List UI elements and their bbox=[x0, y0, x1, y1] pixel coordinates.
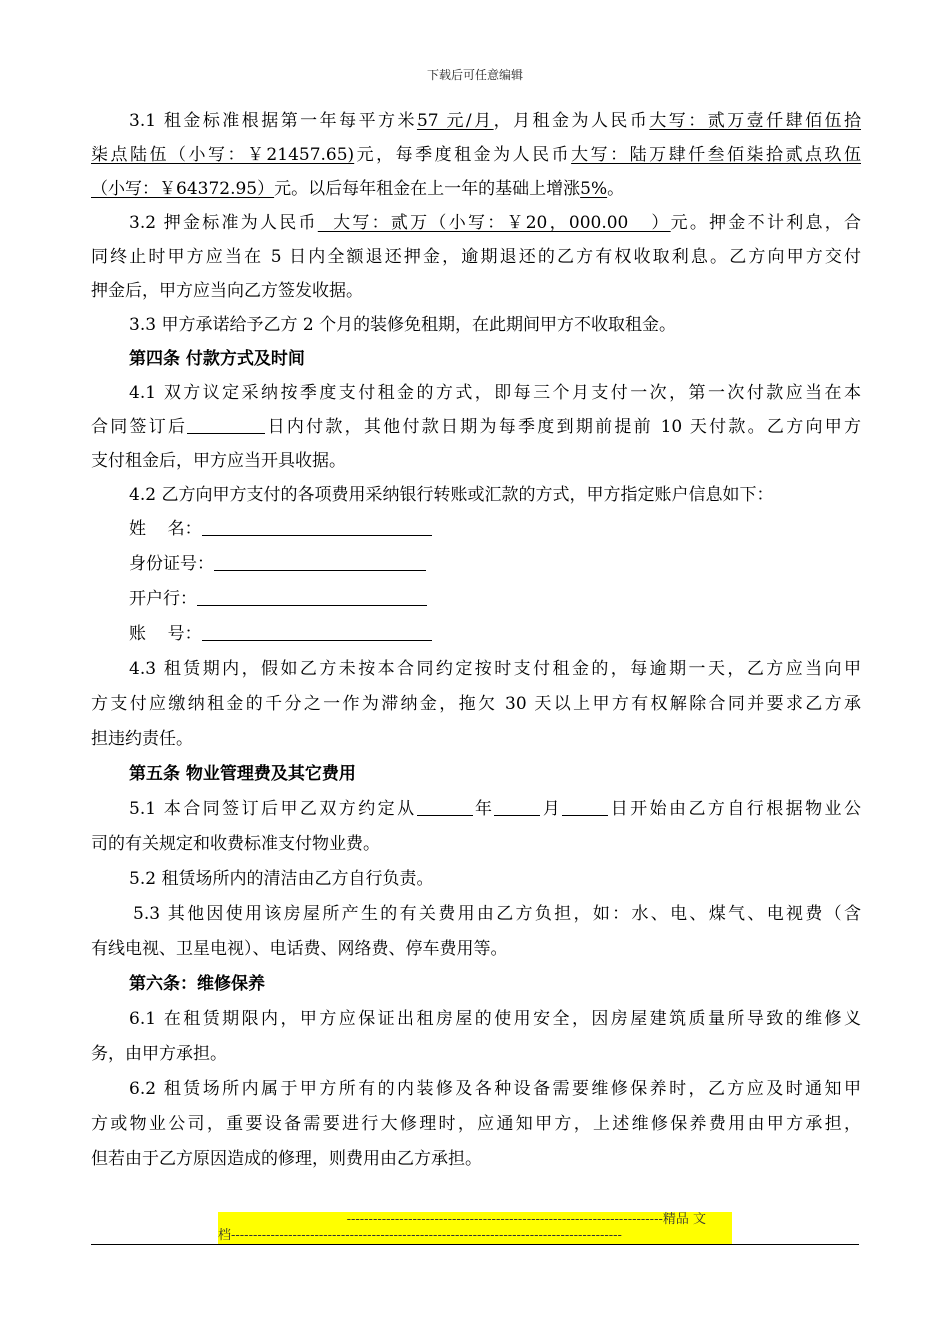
clause-6-2-line-3: 但若由于乙方原因造成的修理，则费用由乙方承担。 bbox=[91, 1149, 482, 1169]
field-bank bbox=[91, 582, 861, 617]
clause-3-1-line-3: （小写：￥64372.95）元。以后每年租金在上一年的基础上增涨5%。 bbox=[91, 179, 625, 199]
clause-4-2: 4.2 乙方向甲方支付的各项费用采纳银行转账或汇款的方式，甲方指定账户信息如下： bbox=[129, 485, 774, 505]
monthly-rent-figure: 柒点陆伍（小写：￥21457.65) bbox=[91, 145, 355, 165]
clause-3-3: 3.3 甲方承诺给予乙方 2 个月的装修免租期，在此期间甲方不收取租金。 bbox=[129, 315, 677, 335]
clause-5-3-line-2: 有线电视、卫星电视）、电话费、网络费、停车费用等。 bbox=[91, 939, 508, 959]
document-body bbox=[91, 104, 861, 1177]
section-4-title: 第四条 付款方式及时间 bbox=[129, 349, 305, 369]
clause-6-1-line-2: 务，由甲方承担。 bbox=[91, 1044, 227, 1064]
footer-divider bbox=[91, 1244, 859, 1245]
footer-line-2: 档----------------------------------------------------------------------------------------- bbox=[218, 1228, 622, 1243]
footer-watermark bbox=[218, 1212, 732, 1244]
footer-line-1: ------------------------------------------------------------------------精品 文 bbox=[346, 1212, 706, 1227]
field-account bbox=[91, 617, 861, 652]
clause-4-1-line-1: 4.1 双方议定采纳按季度支付租金的方式，即每三个月支付一次，第一次付款应当在本 bbox=[129, 383, 861, 403]
clause-3-2-line-3: 押金后，甲方应当向乙方签发收据。 bbox=[91, 281, 363, 301]
clause-5-1-line-1: 5.1 本合同签订后甲乙双方约定从 年 月 日开始由乙方自行根据物业公 bbox=[91, 792, 861, 827]
clause-4-1-line-2: 合同签订后 日内付款，其他付款日期为每季度到期前提前 10 天付款。乙方向甲方 bbox=[91, 410, 861, 444]
page-header: 下载后可任意编辑 bbox=[426, 68, 523, 82]
field-id bbox=[91, 547, 861, 582]
days-blank[interactable] bbox=[187, 413, 265, 434]
quarterly-rent-figure: （小写：￥64372.95） bbox=[91, 179, 275, 199]
field-id-label: 身份证号： bbox=[129, 554, 214, 574]
clause-3-2-line-1: 3.2 押金标准为人民币 大写：贰万（小写：￥20，000.00 ）元。押金不计利息，合 bbox=[129, 213, 861, 233]
field-name-label: 姓 名： bbox=[129, 519, 202, 539]
bank-blank[interactable] bbox=[197, 585, 427, 606]
clause-6-2-line-1: 6.2 租赁场所内属于甲方所有的内装修及各种设备需要维修保养时，乙方应及时通知甲 bbox=[129, 1079, 861, 1099]
id-blank[interactable] bbox=[214, 550, 426, 571]
clause-3-2-line-2: 同终止时甲方应当在 5 日内全额退还押金，逾期退还的乙方有权收取利息。乙方向甲方交付 bbox=[91, 247, 861, 267]
field-name bbox=[91, 512, 861, 547]
month-blank[interactable] bbox=[494, 795, 540, 816]
clause-5-1-line-2: 司的有关规定和收费标准支付物业费。 bbox=[91, 834, 380, 854]
annual-increase: 5% bbox=[580, 179, 608, 199]
clause-5-2: 5.2 租赁场所内的清洁由乙方自行负责。 bbox=[129, 869, 434, 889]
clause-4-1-line-3: 支付租金后，甲方应当开具收据。 bbox=[91, 451, 346, 471]
field-account-label: 账 号： bbox=[129, 624, 202, 644]
clause-4-3-line-1: 4.3 租赁期内，假如乙方未按本合同约定按时支付租金的，每逾期一天，乙方应当向甲 bbox=[129, 659, 861, 679]
day-blank[interactable] bbox=[562, 795, 608, 816]
clause-4-3-line-3: 担违约责任。 bbox=[91, 729, 193, 749]
rent-rate: 57 元/月 bbox=[416, 111, 494, 131]
quarterly-rent-words: 大写：陆万肆仟叁佰柒拾贰点玖伍 bbox=[571, 145, 861, 165]
section-6-title: 第六条：维修保养 bbox=[129, 974, 265, 994]
clause-6-2-line-2: 方或物业公司，重要设备需要进行大修理时，应通知甲方，上述维修保养费用由甲方承担， bbox=[91, 1114, 861, 1134]
clause-6-1-line-1: 6.1 在租赁期限内，甲方应保证出租房屋的使用安全，因房屋建筑质量所导致的维修义 bbox=[129, 1009, 861, 1029]
account-blank[interactable] bbox=[202, 620, 432, 641]
name-blank[interactable] bbox=[202, 515, 432, 536]
section-5-title: 第五条 物业管理费及其它费用 bbox=[129, 764, 356, 784]
clause-3-1-line-1: 3.1 租金标准根据第一年每平方米57 元/月，月租金为人民币大写：贰万壹仟肆佰伍拾 bbox=[129, 111, 861, 131]
year-blank[interactable] bbox=[417, 795, 473, 816]
field-bank-label: 开户行： bbox=[129, 589, 197, 609]
clause-3-1-line-2: 柒点陆伍（小写：￥21457.65)元，每季度租金为人民币大写：陆万肆仟叁佰柒拾贰点玖伍 bbox=[91, 145, 861, 165]
clause-4-3-line-2: 方支付应缴纳租金的千分之一作为滞纳金，拖欠 30 天以上甲方有权解除合同并要求乙方承 bbox=[91, 694, 861, 714]
deposit-amount: 大写：贰万（小写：￥20，000.00 ） bbox=[317, 213, 671, 233]
monthly-rent-words: 大写：贰万壹仟肆佰伍拾 bbox=[649, 111, 861, 131]
clause-5-3-line-1: 5.3 其他因使用该房屋所产生的有关费用由乙方负担，如：水、电、煤气、电视费（含 bbox=[133, 904, 861, 924]
